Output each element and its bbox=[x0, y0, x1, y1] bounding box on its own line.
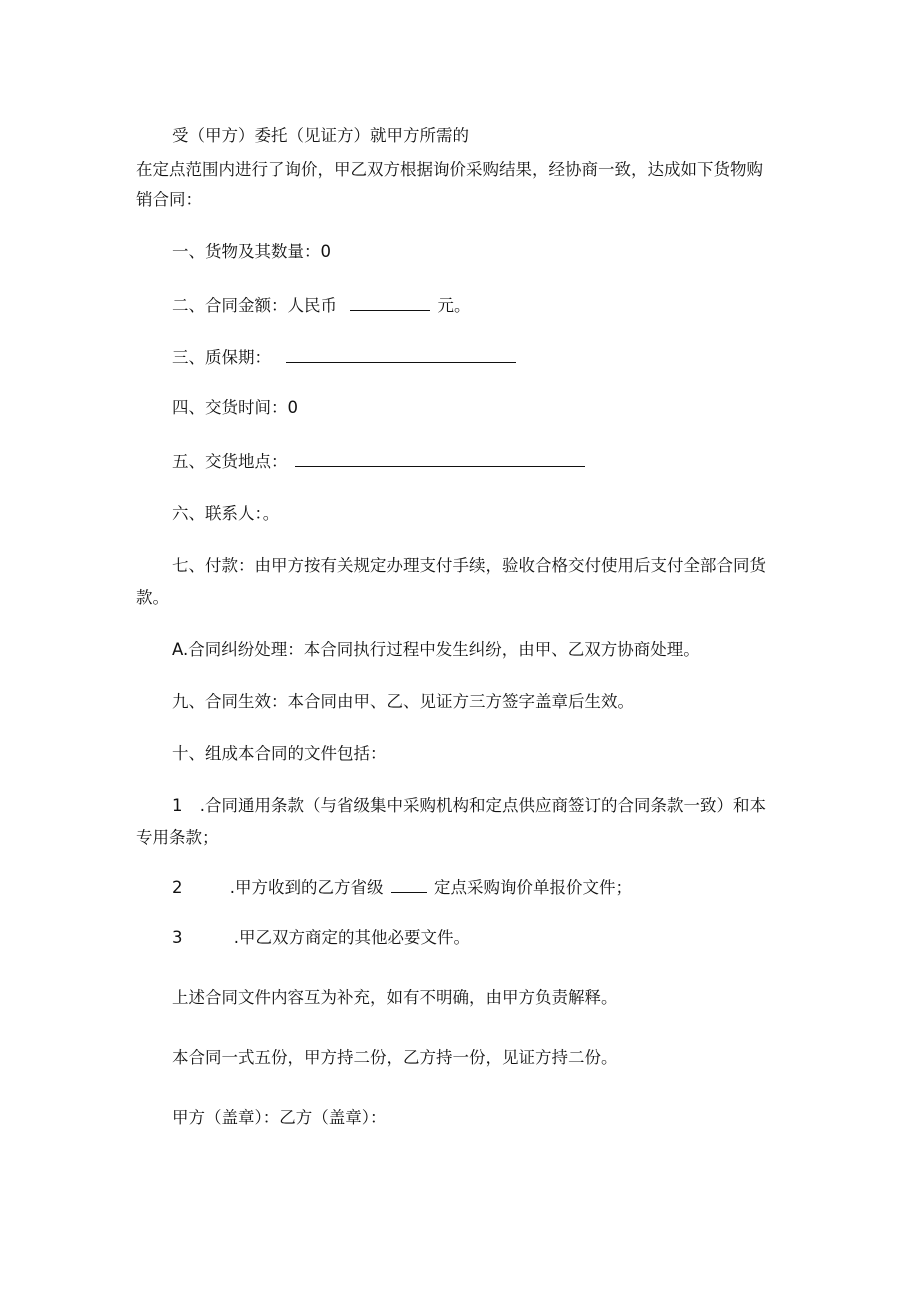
province-blank bbox=[391, 878, 427, 893]
item-4-delivery-time: 四、交货时间：0 bbox=[172, 398, 298, 417]
sub-item-3-text: .甲乙双方商定的其他必要文件。 bbox=[233, 928, 470, 947]
item-7-payment-line-1: 七、付款：由甲方按有关规定办理支付手续，验收合格交付使用后支付全部合同货 bbox=[172, 556, 766, 575]
item-2-unit: 元。 bbox=[437, 296, 471, 315]
item-3-label: 三、质保期： bbox=[172, 348, 271, 367]
sub-item-1-line-1 bbox=[172, 794, 766, 818]
sub-item-3 bbox=[172, 926, 470, 950]
copies-paragraph: 本合同一式五份，甲方持二份，乙方持一份，见证方持二份。 bbox=[172, 1048, 618, 1067]
warranty-blank bbox=[286, 348, 516, 363]
intro-line-1: 受（甲方）委托（见证方）就甲方所需的 bbox=[172, 126, 469, 145]
sub-item-3-number: 3 bbox=[172, 928, 183, 947]
item-8-dispute: A.合同纠纷处理：本合同执行过程中发生纠纷，由甲、乙双方协商处理。 bbox=[172, 640, 700, 659]
delivery-place-blank bbox=[295, 452, 585, 467]
item-10-documents: 十、组成本合同的文件包括： bbox=[172, 744, 387, 763]
item-1-goods: 一、货物及其数量：0 bbox=[172, 242, 331, 261]
item-3-warranty bbox=[172, 346, 518, 370]
signature-line: 甲方（盖章）：乙方（盖章）： bbox=[172, 1108, 387, 1127]
sub-item-1-number: 1 bbox=[172, 796, 183, 815]
item-7-payment-line-2: 款。 bbox=[136, 588, 169, 607]
sub-item-1-text: .合同通用条款（与省级集中采购机构和定点供应商签订的合同条款一致）和本 bbox=[199, 796, 766, 815]
intro-line-3: 销合同： bbox=[136, 190, 202, 209]
item-5-label: 五、交货地点： bbox=[172, 452, 288, 471]
sub-item-2 bbox=[172, 876, 632, 900]
supplement-paragraph: 上述合同文件内容互为补充，如有不明确，由甲方负责解释。 bbox=[172, 988, 618, 1007]
sub-item-1-line-2: 专用条款； bbox=[136, 828, 219, 847]
item-5-delivery-place bbox=[172, 450, 587, 474]
item-9-effective: 九、合同生效：本合同由甲、乙、见证方三方签字盖章后生效。 bbox=[172, 692, 634, 711]
item-2-amount bbox=[172, 294, 471, 318]
sub-item-2-suffix: 定点采购询价单报价文件； bbox=[434, 878, 632, 897]
item-2-label: 二、合同金额：人民币 bbox=[172, 296, 337, 315]
intro-line-2: 在定点范围内进行了询价，甲乙双方根据询价采购结果，经协商一致，达成如下货物购 bbox=[136, 160, 763, 179]
sub-item-2-text: .甲方收到的乙方省级 bbox=[229, 878, 384, 897]
sub-item-2-number: 2 bbox=[172, 878, 183, 897]
amount-blank bbox=[350, 296, 430, 311]
item-6-contact: 六、联系人：。 bbox=[172, 504, 280, 523]
